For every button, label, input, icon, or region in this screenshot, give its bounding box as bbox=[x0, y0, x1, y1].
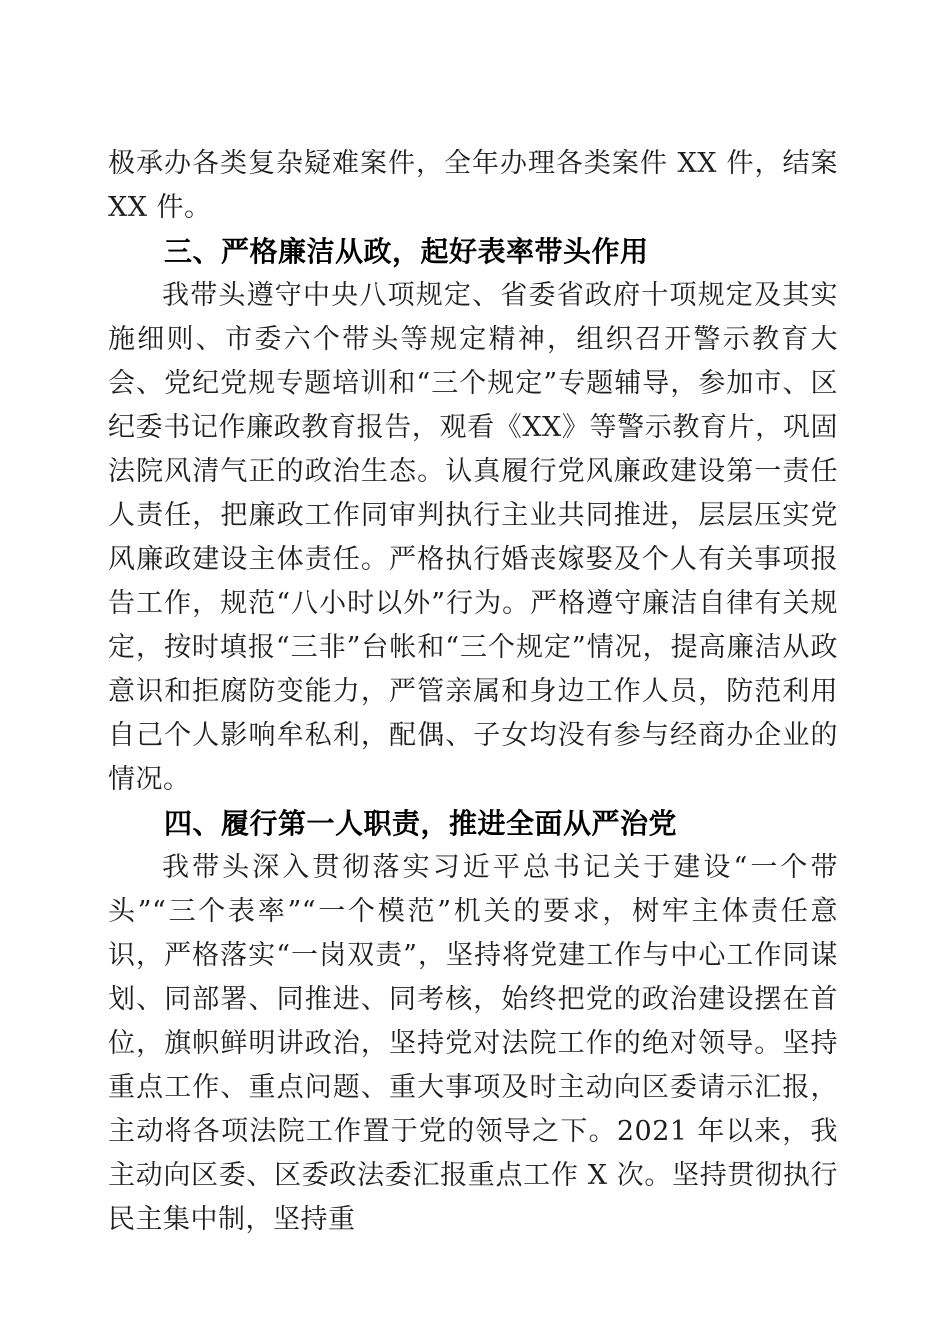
section-heading-three: 三、严格廉洁从政，起好表率带头作用 bbox=[164, 235, 649, 268]
paragraph-continuation: 极承办各类复杂疑难案件，全年办理各类案件 XX 件，结案 XX 件。 bbox=[108, 148, 838, 223]
document-text-block bbox=[108, 142, 838, 1242]
paragraph-section-four: 我带头深入贯彻落实习近平总书记关于建设“一个带头”“三个表率”“一个模范”机关的要求，树牢主体责任意识，严格落实“一岗双责”，坚持将党建工作与中心工作同谋划、同部署、同推进、同考核，始终把党的政治建设摆在首位，旗帜鲜明讲政治，坚持党对法院工作的绝对领导。坚持重点工作、重点问题、重大事项及时主动向区委请示汇报，主动将各项法院工作置于党的领导之下。2021 年以来，我主动向区委、区委政法委汇报重点工作 X 次。坚持贯彻执行民主集中制，坚持重 bbox=[108, 852, 838, 1235]
section-heading-four: 四、履行第一人职责，推进全面从严治党 bbox=[164, 807, 678, 840]
paragraph-section-three: 我带头遵守中央八项规定、省委省政府十项规定及其实施细则、市委六个带头等规定精神，组织召开警示教育大会、党纪党规专题培训和“三个规定”专题辅导，参加市、区纪委书记作廉政教育报告，观看《XX》等警示教育片，巩固法院风清气正的政治生态。认真履行党风廉政建设第一责任人责任，把廉政工作同审判执行主业共同推进，层层压实党风廉政建设主体责任。严格执行婚丧嫁娶及个人有关事项报告工作，规范“八小时以外”行为。严格遵守廉洁自律有关规定，按时填报“三非”台帐和“三个规定”情况，提高廉洁从政意识和拒腐防变能力，严管亲属和身边工作人员，防范利用自己个人影响牟私利，配偶、子女均没有参与经商办企业的情况。 bbox=[108, 280, 838, 795]
